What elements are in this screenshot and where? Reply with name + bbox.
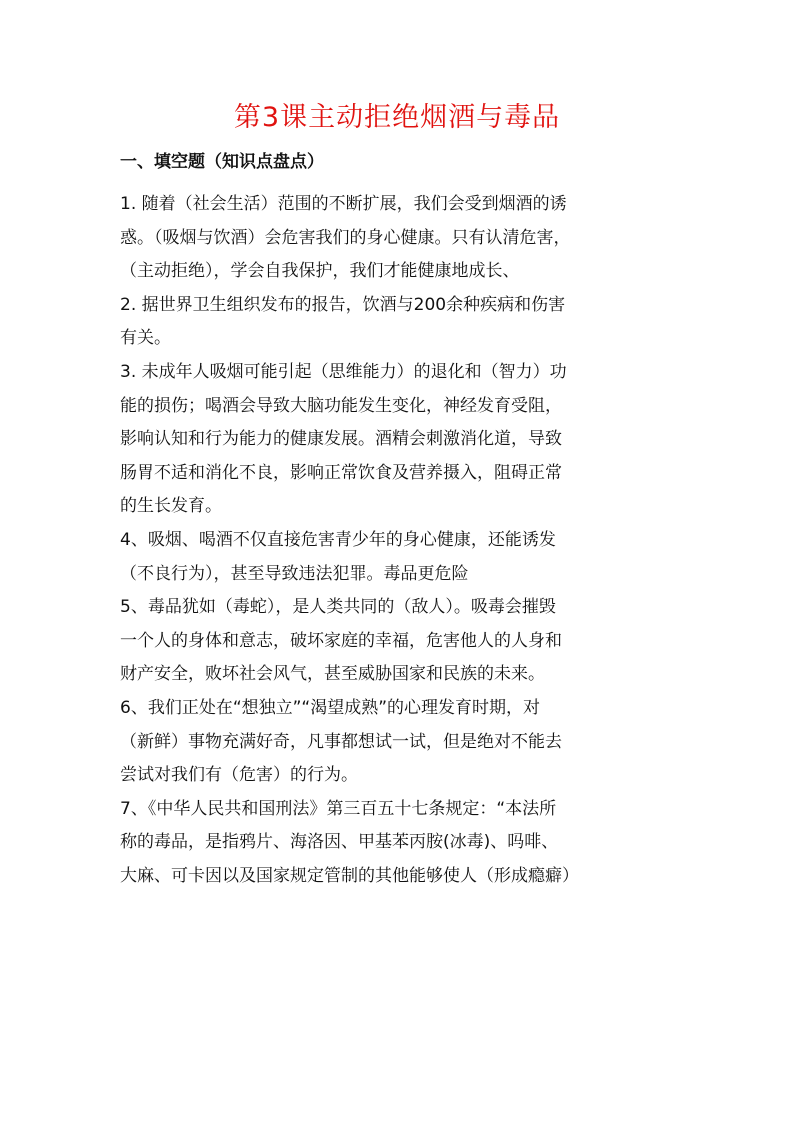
- paragraph-1: [120, 188, 680, 289]
- text-line: 3. 未成年人吸烟可能引起（思维能力）的退化和（智力）功: [120, 361, 567, 382]
- paragraph-2: [120, 289, 680, 356]
- text-line: （不良行为），甚至导致违法犯罪。毒品更危险: [120, 563, 469, 584]
- text-line: 惑。（吸烟与饮酒）会危害我们的身心健康。只有认清危害，: [120, 227, 571, 248]
- text-line: 称的毒品，是指鸦片、海洛因、甲基苯丙胺(冰毒)、吗啡、: [120, 832, 559, 853]
- text-line: 能的损伤；喝酒会导致大脑功能发生变化，神经发育受阻，: [120, 395, 562, 416]
- paragraph-5: [120, 591, 680, 692]
- text-line: 4、吸烟、喝酒不仅直接危害青少年的身心健康，还能诱发: [120, 529, 556, 550]
- text-line: 财产安全，败坏社会风气，甚至威胁国家和民族的未来。: [120, 664, 545, 685]
- text-line: 5、毒品犹如（毒蛇），是人类共同的（敌人）。吸毒会摧毁: [120, 597, 556, 618]
- text-line: 1. 随着（社会生活）范围的不断扩展，我们会受到烟酒的诱: [120, 194, 567, 214]
- text-line: 影响认知和行为能力的健康发展。酒精会刺激消化道，导致: [120, 429, 562, 450]
- text-line: 一个人的身体和意志，破坏家庭的幸福，危害他人的人身和: [120, 630, 562, 651]
- text-line: 2. 据世界卫生组织发布的报告，饮酒与200余种疾病和伤害: [120, 294, 566, 315]
- text-line: 有关。: [120, 328, 171, 349]
- text-line: 6、我们正处在“想独立”“渴望成熟”的心理发育时期，对: [120, 697, 541, 718]
- text-line: 7、《中华人民共和国刑法》第三百五十七条规定：“本法所: [120, 798, 557, 819]
- document-body: [120, 188, 680, 893]
- section-heading: 一、填空题（知识点盘点）: [120, 152, 324, 172]
- text-line: 的生长发育。: [120, 496, 222, 517]
- text-line: （新鲜）事物充满好奇，凡事都想试一试，但是绝对不能去: [120, 731, 562, 752]
- page-title: 第3课主动拒绝烟酒与毒品: [233, 102, 561, 133]
- paragraph-4: [120, 524, 680, 591]
- text-line: 肠胃不适和消化不良，影响正常饮食及营养摄入，阻碍正常: [120, 462, 562, 483]
- paragraph-6: [120, 692, 680, 793]
- paragraph-3: [120, 356, 680, 524]
- text-line: 大麻、可卡因以及国家规定管制的其他能够使人（形成瘾癖）: [120, 865, 579, 886]
- text-line: 尝试对我们有（危害）的行为。: [120, 765, 358, 786]
- text-line: （主动拒绝），学会自我保护，我们才能健康地成长、: [120, 261, 520, 282]
- paragraph-7: [120, 793, 680, 894]
